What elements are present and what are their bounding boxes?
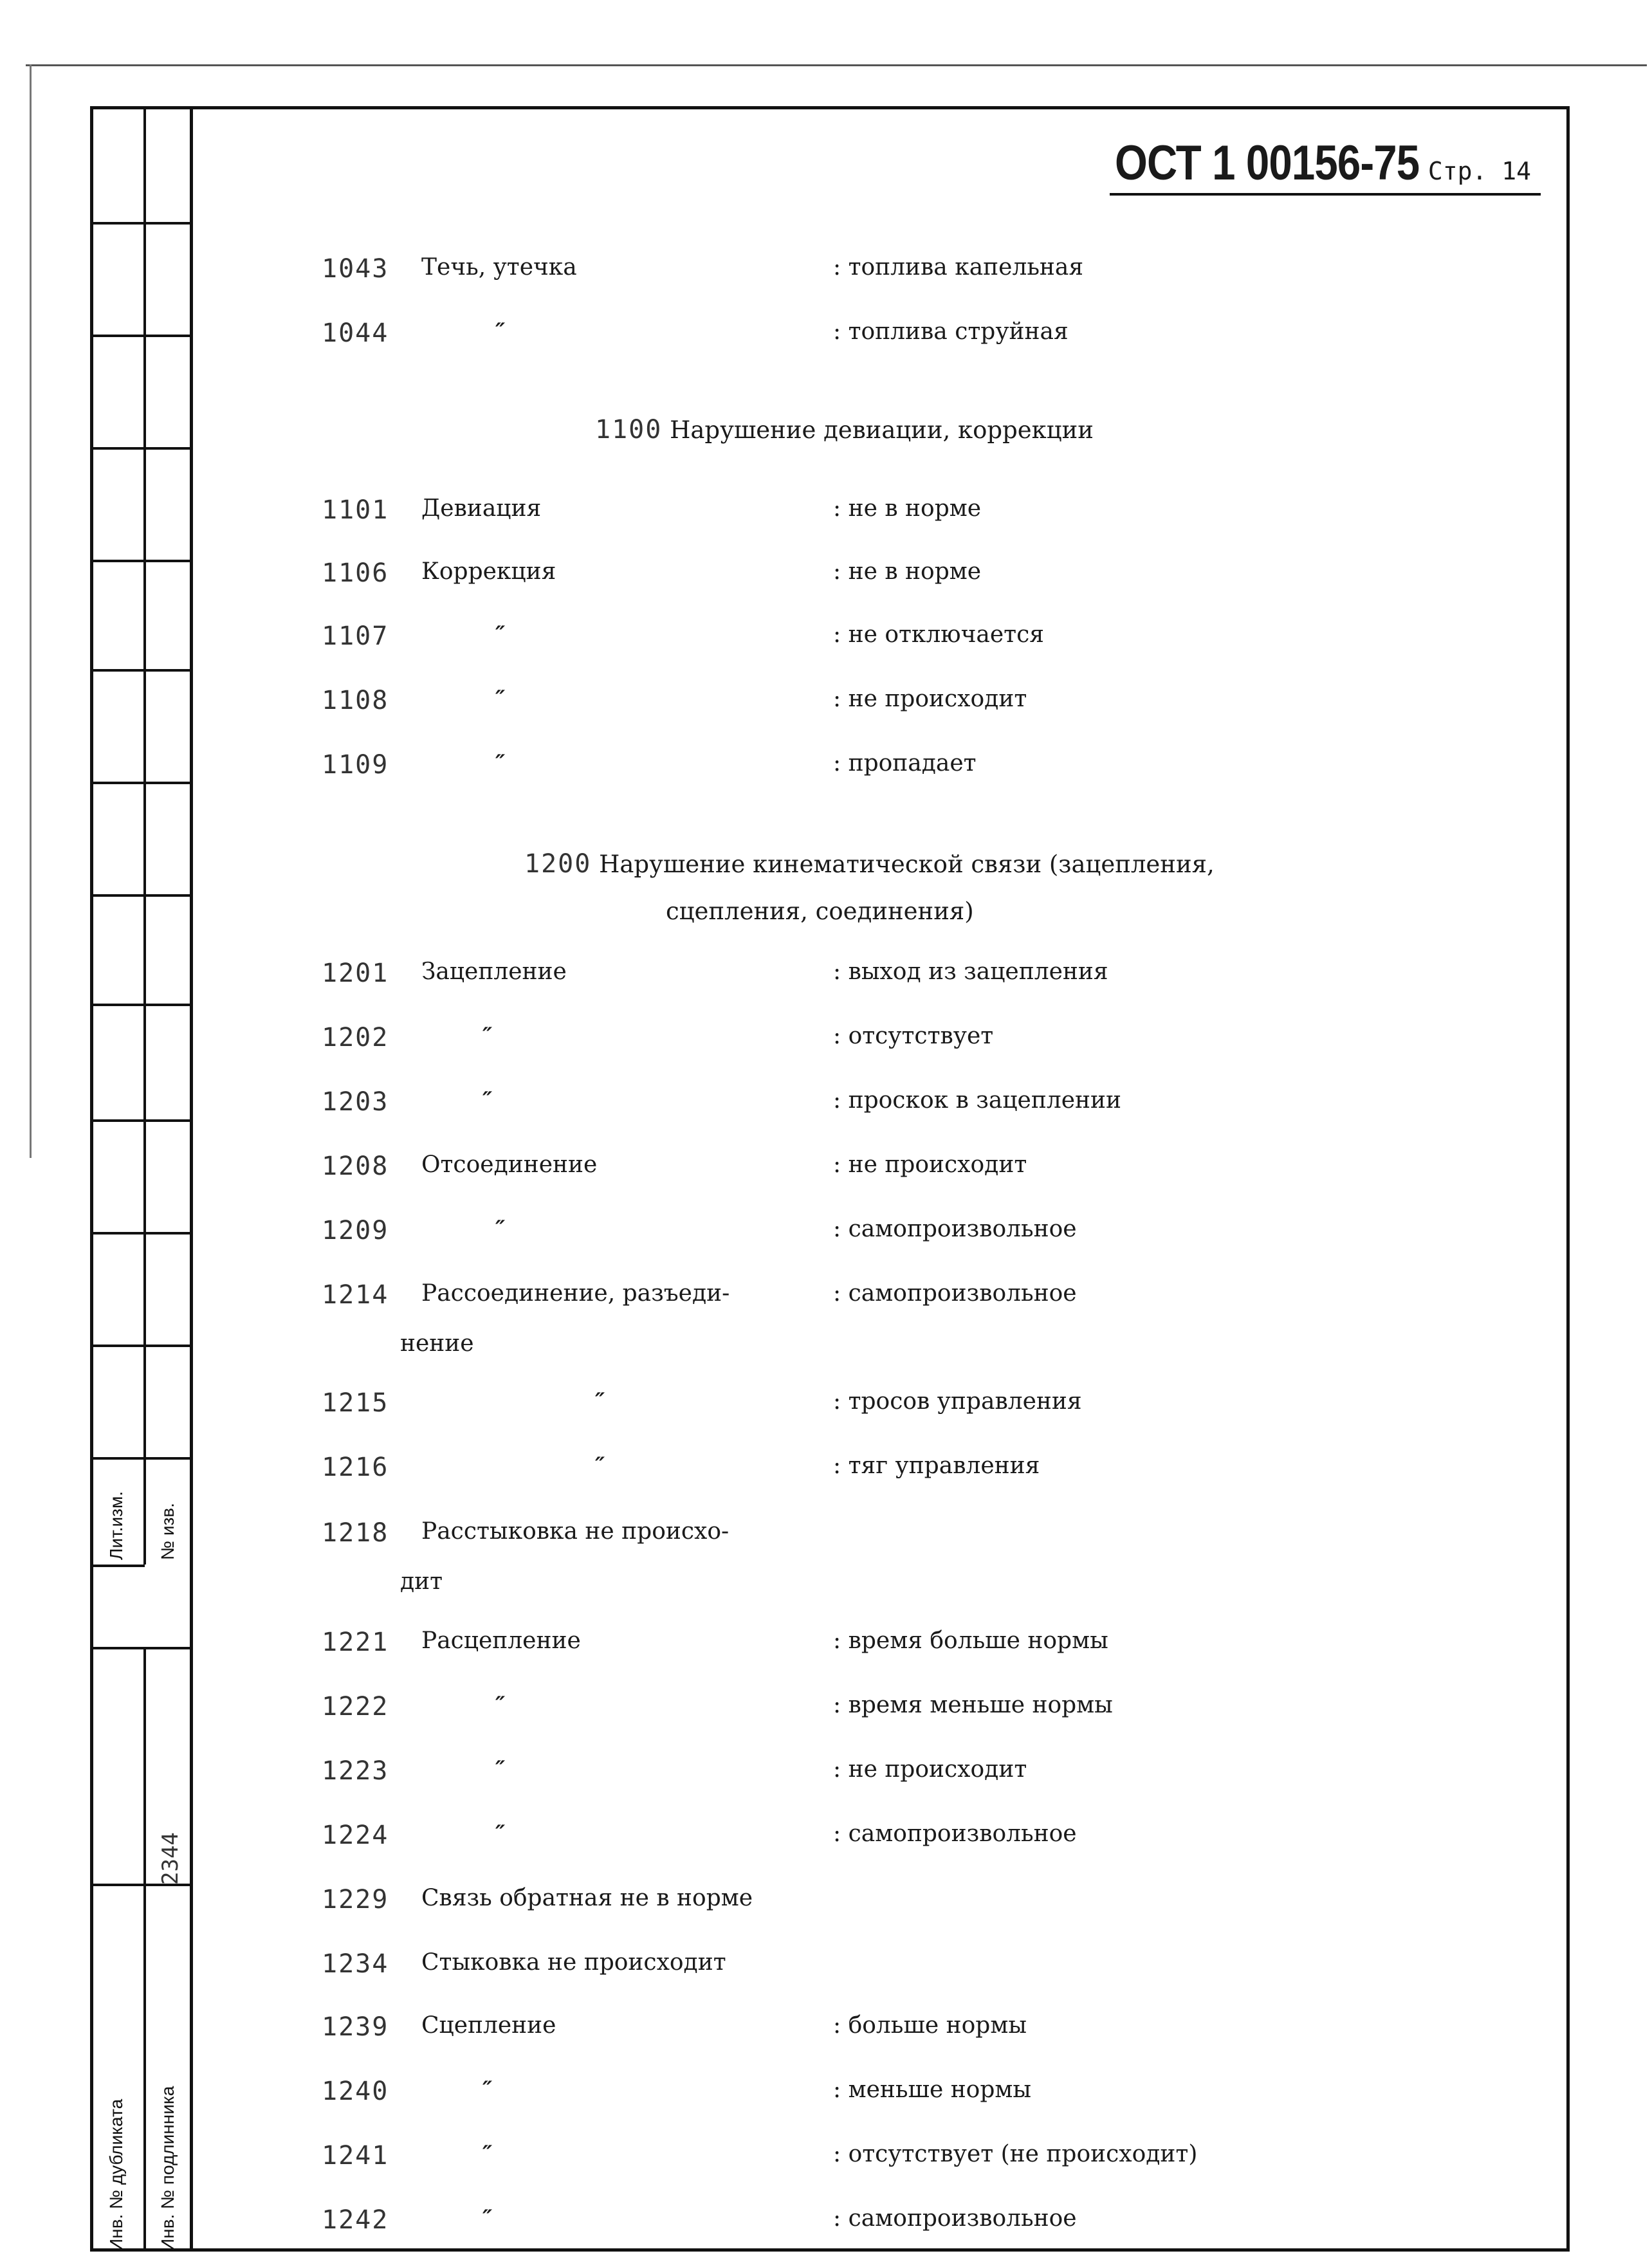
strip-line [93,447,193,450]
strip-line [93,1565,145,1567]
item-value: : тяг управления [833,1453,1040,1479]
lit-izm-label: Лит.изм. [106,1491,126,1560]
strip-line [93,560,193,562]
item-term: Расцепление [421,1628,581,1654]
page-frame [90,106,1570,2252]
item-code: 1209 [322,1216,389,1245]
item-value: : проскок в зацеплении [833,1087,1121,1114]
item-value: : время больше нормы [833,1628,1108,1654]
section-heading [524,849,1215,879]
item-value: : не происходит [833,686,1027,712]
item-term: Стыковка не происходит [421,1949,726,1976]
item-code: 1214 [322,1280,389,1310]
item-code: 1242 [322,2205,389,2235]
item-term-cont: нение [400,1330,474,1357]
item-term: Девиация [421,495,542,522]
item-value: : не отключается [833,621,1044,648]
item-code: 1216 [322,1453,389,1482]
item-code: 1106 [322,558,389,588]
item-code: 1222 [322,1692,389,1721]
strip-line [93,782,193,784]
item-term-cont: дит [400,1568,443,1595]
strip-line [93,1119,193,1122]
item-value: : не происходит [833,1152,1027,1178]
scan-top-edge [26,64,1647,66]
item-code: 1215 [322,1388,389,1418]
header-underline [1110,193,1541,196]
item-value: : топлива струйная [833,318,1069,345]
item-code: 1101 [322,495,389,525]
item-code: 1107 [322,621,389,651]
item-code: 1202 [322,1023,389,1052]
item-value: : пропадает [833,750,977,776]
item-code: 1241 [322,2141,389,2171]
ditto-mark: ″ [595,1388,605,1414]
item-code: 1239 [322,2012,389,2042]
item-code: 1240 [322,2077,389,2106]
item-code: 1223 [322,1756,389,1786]
item-term: Зацепление [421,959,567,985]
item-code: 1218 [322,1518,389,1548]
ditto-mark: ″ [482,1023,493,1049]
ditto-mark: ″ [595,1453,605,1478]
strip-line [93,1232,193,1235]
section-code: 1200 [524,849,592,879]
item-code: 1043 [322,254,389,284]
item-code: 1208 [322,1152,389,1181]
strip-border [190,109,193,2248]
item-term: Коррекция [421,558,556,585]
item-code: 1229 [322,1885,389,1914]
ditto-mark: ″ [495,1821,506,1846]
ditto-mark: ″ [495,318,506,344]
item-code: 1203 [322,1087,389,1117]
item-code: 1201 [322,959,389,988]
ditto-mark: ″ [495,750,506,776]
item-value: : топлива капельная [833,254,1084,280]
original-inventory-label: Инв. № подлинника [158,2086,178,2252]
ditto-mark: ″ [495,1216,506,1242]
item-value: : не в норме [833,558,982,585]
strip-line [93,1345,193,1347]
item-value: : больше нормы [833,2012,1027,2039]
scan-left-edge [30,64,32,1158]
izv-label: № изв. [158,1503,178,1560]
item-value: : отсутствует [833,1023,994,1049]
original-inventory-number: 2344 [158,1832,183,1885]
item-term: Сцепление [421,2012,556,2039]
strip-divider [143,109,146,2248]
item-term: Течь, утечка [421,254,577,280]
item-code: 1109 [322,750,389,780]
ditto-mark: ″ [495,1756,506,1782]
item-code: 1234 [322,1949,389,1979]
item-code: 1044 [322,318,389,348]
item-value: : не происходит [833,1756,1027,1783]
section-title: Нарушение девиации, коррекции [670,416,1094,444]
item-term: Рассоединение, разъеди- [421,1280,730,1307]
item-term: Отсоединение [421,1152,598,1178]
section-code: 1100 [595,415,663,445]
ditto-mark: ″ [482,2077,493,2102]
ditto-mark: ″ [495,621,506,647]
item-value: : самопроизвольное [833,1280,1077,1307]
item-value: : самопроизвольное [833,2205,1077,2232]
ditto-mark: ″ [482,2141,493,2167]
ditto-mark: ″ [495,1692,506,1718]
strip-line [93,335,193,337]
item-value: : самопроизвольное [833,1821,1077,1847]
item-value: : выход из зацепления [833,959,1108,985]
side-stamp-strip [93,109,193,2252]
item-term: Связь обратная не в норме [421,1885,753,1911]
strip-line [93,894,193,897]
item-value: : тросов управления [833,1388,1082,1415]
item-value: : время меньше нормы [833,1692,1113,1718]
item-value: : отсутствует (не происходит) [833,2141,1198,2167]
section-heading [595,415,1094,445]
strip-line [93,1457,193,1460]
item-term: Расстыковка не происхо- [421,1518,730,1545]
duplicate-inventory-label: Инв. № дубликата [106,2098,126,2252]
strip-gap [93,1565,190,1647]
item-code: 1108 [322,686,389,715]
strip-line [93,222,193,225]
strip-line [93,1004,193,1006]
item-value: : не в норме [833,495,982,522]
section-heading-continued [666,897,974,925]
item-code: 1221 [322,1628,389,1657]
strip-line [93,669,193,672]
item-code: 1224 [322,1821,389,1850]
page-number: Стр. 14 [1427,157,1531,185]
strip-line [93,1647,193,1649]
item-value: : меньше нормы [833,2077,1032,2103]
document-code: ОСТ 1 00156-75 [1114,136,1419,190]
section-title-cont: сцепления, соединения) [666,897,974,925]
ditto-mark: ″ [482,1087,493,1113]
ditto-mark: ″ [482,2205,493,2231]
document-header [1065,135,1531,191]
section-title: Нарушение кинематической связи (зацепления, [599,850,1215,878]
ditto-mark: ″ [495,686,506,711]
item-value: : самопроизвольное [833,1216,1077,1242]
